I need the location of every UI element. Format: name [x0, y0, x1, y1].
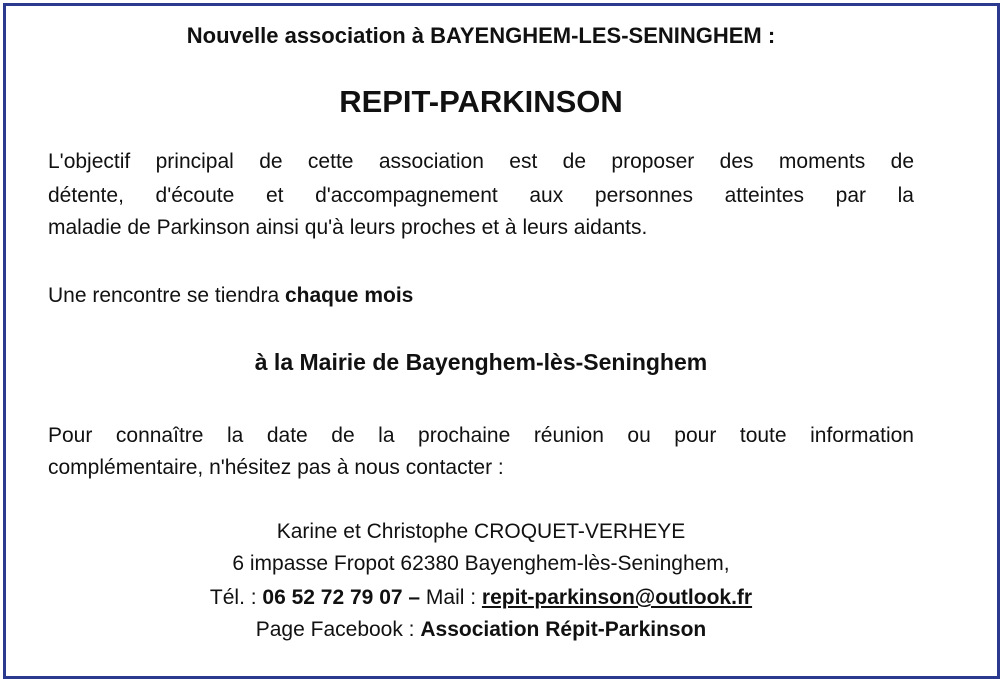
phone-number: 06 52 72 79 07 – [262, 586, 421, 609]
intro-line-2: détente, d'écoute et d'accompagnement aux personnes atteintes par la [48, 184, 914, 207]
email-link[interactable]: repit-parkinson@outlook.fr [481, 586, 753, 609]
intro-line-1: L'objectif principal de cette association est de proposer des moments de [48, 150, 914, 173]
contact-intro-line-1: Pour connaître la date de la prochaine réunion ou pour toute information [48, 424, 914, 447]
facebook-label: Page Facebook : [255, 618, 421, 641]
meeting-frequency-line [48, 280, 914, 312]
intro-line-3: maladie de Parkinson ainsi qu'à leurs proches et à leurs aidants. [48, 216, 648, 239]
meeting-frequency: chaque mois [284, 284, 414, 307]
facebook-page-name: Association Répit-Parkinson [420, 618, 707, 641]
facebook-line [48, 614, 914, 646]
meeting-location: à la Mairie de Bayenghem-lès-Seninghem [254, 349, 708, 375]
contact-names: Karine et Christophe CROQUET-VERHEYE [276, 520, 686, 543]
phone-label: Tél. : [209, 586, 263, 609]
announcement-subtitle: Nouvelle association à BAYENGHEM-LES-SENINGHEM : [186, 23, 776, 48]
contact-address: 6 impasse Fropot 62380 Bayenghem-lès-Seninghem, [232, 552, 730, 575]
contact-intro-line-2: complémentaire, n'hésitez pas à nous contacter : [48, 456, 504, 479]
mail-label: Mail : [420, 586, 482, 609]
meeting-prefix: Une rencontre se tiendra [48, 284, 285, 307]
association-title: REPIT-PARKINSON [339, 84, 623, 119]
contact-phone-mail-line [48, 582, 914, 614]
